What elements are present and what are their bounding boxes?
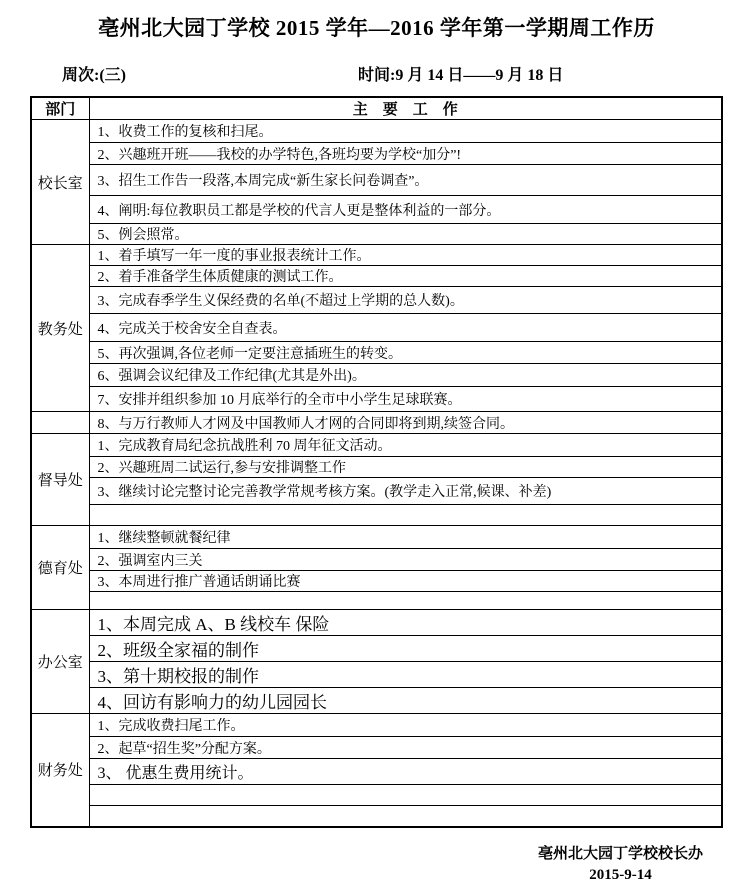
table-row <box>31 688 722 714</box>
table-row <box>31 224 722 245</box>
work-column-header: 主 要 工 作 <box>89 97 722 120</box>
document-title: 亳州北大园丁学校 2015 学年—2016 学年第一学期周工作历 <box>0 12 753 42</box>
document-page <box>0 12 753 870</box>
table-row <box>31 165 722 196</box>
table-row <box>31 636 722 662</box>
work-item: 2、强调室内三关 <box>89 549 722 571</box>
work-item-empty <box>89 505 722 526</box>
dept-cell-supervision-office: 督导处 <box>31 434 89 526</box>
signature-office: 亳州北大园丁学校校长办 <box>538 844 703 866</box>
dept-cell-moral-education-office: 德育处 <box>31 526 89 610</box>
work-item: 1、继续整顿就餐纪律 <box>89 526 722 549</box>
work-item: 4、回访有影响力的幼儿园园长 <box>89 688 722 714</box>
work-item-empty <box>89 806 722 827</box>
table-row <box>31 662 722 688</box>
work-item: 2、兴趣班周二试运行,参与安排调整工作 <box>89 457 722 478</box>
table-row <box>31 412 722 434</box>
work-item: 4、阐明:每位教职员工都是学校的代言人更是整体利益的一部分。 <box>89 196 722 224</box>
table-row <box>31 120 722 143</box>
work-item: 5、例会照常。 <box>89 224 722 245</box>
table-row <box>31 364 722 387</box>
table-row <box>31 143 722 165</box>
time-range-label: 时间:9 月 14 日——9 月 18 日 <box>358 62 563 85</box>
signature-block <box>538 844 703 887</box>
table-row <box>31 610 722 636</box>
dept-cell-principal-office: 校长室 <box>31 120 89 245</box>
work-item-empty <box>89 592 722 610</box>
work-item: 3、继续讨论完整讨论完善教学常规考核方案。(教学走入正常,候课、补差) <box>89 478 722 505</box>
work-item: 2、起草“招生奖”分配方案。 <box>89 737 722 759</box>
work-item: 3、完成春季学生义保经费的名单(不超过上学期的总人数)。 <box>89 287 722 314</box>
table-row <box>31 592 722 610</box>
work-item: 1、完成收费扫尾工作。 <box>89 714 722 737</box>
work-item: 3、第十期校报的制作 <box>89 662 722 688</box>
dept-cell-general-office: 办公室 <box>31 610 89 714</box>
table-row <box>31 505 722 526</box>
signature-date: 2015-9-14 <box>538 865 703 887</box>
work-item: 2、兴趣班开班——我校的办学特色,各班均要为学校“加分”! <box>89 143 722 165</box>
work-item-empty <box>89 785 722 806</box>
table-row <box>31 759 722 785</box>
work-item: 7、安排并组织参加 10 月底举行的全市中小学生足球联赛。 <box>89 387 722 412</box>
table-row <box>31 287 722 314</box>
work-item: 8、与万行教师人才网及中国教师人才网的合同即将到期,续签合同。 <box>89 412 722 434</box>
dept-cell-finance-office: 财务处 <box>31 714 89 827</box>
table-row <box>31 549 722 571</box>
weekly-work-table <box>30 96 723 828</box>
week-number-label: 周次:(三) <box>62 62 126 85</box>
table-row <box>31 266 722 287</box>
table-row <box>31 714 722 737</box>
table-row <box>31 571 722 592</box>
table-row <box>31 457 722 478</box>
work-item: 3、招生工作告一段落,本周完成“新生家长问卷调查”。 <box>89 165 722 196</box>
dept-cell-academic-office: 教务处 <box>31 245 89 412</box>
document-subheader <box>0 62 753 84</box>
work-item: 1、完成教育局纪念抗战胜利 70 周年征文活动。 <box>89 434 722 457</box>
work-item: 4、完成关于校舍安全自查表。 <box>89 314 722 342</box>
table-row <box>31 478 722 505</box>
table-row <box>31 737 722 759</box>
work-item: 1、着手填写一年一度的事业报表统计工作。 <box>89 245 722 266</box>
work-item: 3、本周进行推广普通话朗诵比赛 <box>89 571 722 592</box>
dept-column-header: 部门 <box>31 97 89 120</box>
work-item: 6、强调会议纪律及工作纪律(尤其是外出)。 <box>89 364 722 387</box>
work-item: 1、本周完成 A、B 线校车 保险 <box>89 610 722 636</box>
table-row <box>31 806 722 827</box>
table-row <box>31 785 722 806</box>
table-row <box>31 245 722 266</box>
table-row <box>31 434 722 457</box>
document-footer <box>0 844 753 887</box>
work-item: 2、着手准备学生体质健康的测试工作。 <box>89 266 722 287</box>
table-row <box>31 526 722 549</box>
work-item: 3、 优惠生费用统计。 <box>89 759 722 785</box>
table-header-row <box>31 97 722 120</box>
table-row <box>31 314 722 342</box>
work-item: 2、班级全家福的制作 <box>89 636 722 662</box>
work-item: 1、收费工作的复核和扫尾。 <box>89 120 722 143</box>
table-row <box>31 387 722 412</box>
table-row <box>31 196 722 224</box>
dept-cell-empty <box>31 412 89 434</box>
table-row <box>31 342 722 364</box>
work-item: 5、再次强调,各位老师一定要注意插班生的转变。 <box>89 342 722 364</box>
